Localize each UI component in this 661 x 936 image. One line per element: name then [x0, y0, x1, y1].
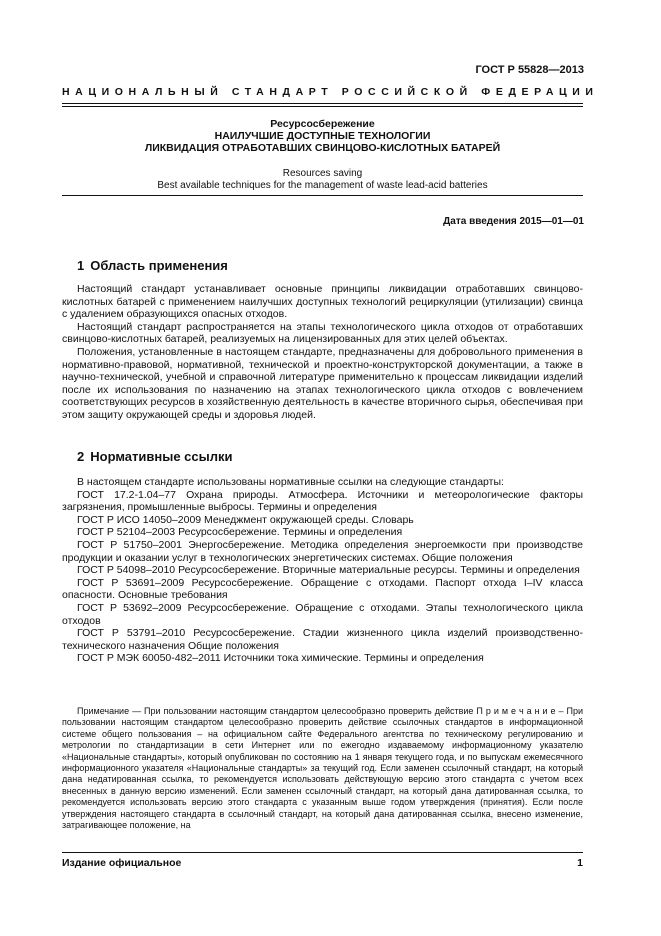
section-1-paragraph: Настоящий стандарт распространяется на этапы технологического цикла отходов от отработавших свинцово-кислотных батарей, реализуемых на лицензированных для этих целей объектах.: [62, 320, 583, 346]
title-english: [62, 168, 583, 192]
section-1-paragraph: Настоящий стандарт устанавливает основные принципы ликвидации отработавших свинцово-кислотных батарей с применением наилучших доступных технологий рециркуляции (утилизации) свинца с удалением образующихся опасных отходов.: [62, 283, 583, 321]
section-2-body: [62, 476, 583, 665]
section-1-number: 1: [77, 258, 85, 273]
normative-reference: ГОСТ Р 53691–2009 Ресурсосбережение. Обращение с отходами. Паспорт отхода I–IV класса опасности. Основные требования: [62, 576, 583, 602]
introduction-date: Дата введения 2015—01—01: [443, 216, 584, 227]
title-rule: [62, 195, 583, 196]
title-line-3: ЛИКВИДАЦИЯ ОТРАБОТАВШИХ СВИНЦОВО-КИСЛОТНЫХ БАТАРЕЙ: [144, 142, 501, 154]
title-line-1: Ресурсосбережение: [270, 118, 375, 130]
title-block: [62, 118, 583, 154]
section-1-heading: [77, 258, 228, 273]
national-standard-heading: НАЦИОНАЛЬНЫЙ СТАНДАРТ РОССИЙСКОЙ ФЕДЕРАЦИИ: [62, 86, 599, 98]
normative-reference: ГОСТ Р ИСО 14050–2009 Менеджмент окружающей среды. Словарь: [77, 513, 414, 526]
title-english-line-1: Resources saving: [282, 168, 363, 179]
title-english-line-2: Best available techniques for the management of waste lead-acid batteries: [157, 180, 488, 191]
normative-reference: ГОСТ Р 52104–2003 Ресурсосбережение. Термины и определения: [77, 526, 403, 539]
header-rule-thin: [62, 106, 583, 107]
section-2-number: 2: [77, 449, 85, 464]
normative-reference: ГОСТ Р 53692–2009 Ресурсосбережение. Обращение с отходами. Этапы технологического цикла отходов: [62, 601, 583, 627]
header-rule-thick: [62, 103, 583, 104]
document-number: ГОСТ Р 55828—2013: [475, 64, 584, 76]
normative-reference: ГОСТ Р 51750–2001 Энергосбережение. Методика определения энергоемкости при производстве продукции и оказании услуг в технологических энергетических системах. Общие положения: [62, 538, 583, 564]
note-text: Примечание — При пользовании настоящим стандартом целесообразно проверить действие П р и м е ч а н и е – При пользовании настоящим стандартом целесообразно проверить действие ссылочных стандартов в информационной системе общего пользования – на официальном сайте Федерального агентства по техническому регулированию и метрологии по стандартизации в сети Интернет или по ежегодно издаваемому информационному указателю «Национальные стандарты», который опубликован по состоянию на 1 января текущего года, и по выпускам ежемесячного информационного указателя «Национальные стандарты» за текущий год. Если заменен ссылочный стандарт, на который дана недатированная ссылка, то рекомендуется использовать действующую версию этого стандарта с учетом всех внесенных в данную версию изменений. Если заменен ссылочный стандарт, на который дана датированная ссылка, то рекомендуется использовать версию этого стандарта с указанным выше годом утверждения (принятия). Если после утверждения настоящего стандарта в ссылочный стандарт, на который дана датированная ссылка, внесено изменение, затрагивающее положение, на: [62, 706, 583, 831]
official-edition-label: Издание официальное: [62, 857, 182, 869]
section-1-paragraph: Положения, установленные в настоящем стандарте, предназначены для добровольного применения в нормативно-правовой, нормативной, технической и проектно-конструкторской документации, а также в научно-технической, учебной и справочной литературе применительно к процессам ликвидации изделий после их использования по назначению на этапах технологического цикла отходов с вовлечением соответствующих ресурсов в хозяйственную деятельность в качестве вторичного сырья, обеспечивая при этом защиту окружающей среды и здоровья людей.: [62, 345, 583, 421]
normative-reference: ГОСТ Р МЭК 60050-482–2011 Источники тока химические. Термины и определения: [77, 652, 484, 665]
section-1-title: Область применения: [90, 258, 228, 273]
title-line-2: НАИЛУЧШИЕ ДОСТУПНЫЕ ТЕХНОЛОГИИ: [214, 130, 431, 142]
section-2-heading: [77, 449, 232, 464]
footer-rule: [62, 852, 583, 853]
note-block: [62, 706, 583, 831]
normative-reference: В настоящем стандарте использованы нормативные ссылки на следующие стандарты:: [77, 476, 504, 488]
section-2-title: Нормативные ссылки: [90, 449, 233, 464]
page-number: 1: [577, 857, 583, 869]
normative-reference: ГОСТ 17.2-1.04–77 Охрана природы. Атмосфера. Источники и метеорологические факторы загрязнения, промышленные выбросы. Термины и определения: [62, 488, 583, 514]
normative-reference: ГОСТ Р 53791–2010 Ресурсосбережение. Стадии жизненного цикла изделий производственно-технического назначения Общие положения: [62, 627, 583, 652]
section-1-body: [62, 283, 583, 422]
normative-reference: ГОСТ Р 54098–2010 Ресурсосбережение. Вторичные материальные ресурсы. Термины и определения: [77, 564, 580, 577]
